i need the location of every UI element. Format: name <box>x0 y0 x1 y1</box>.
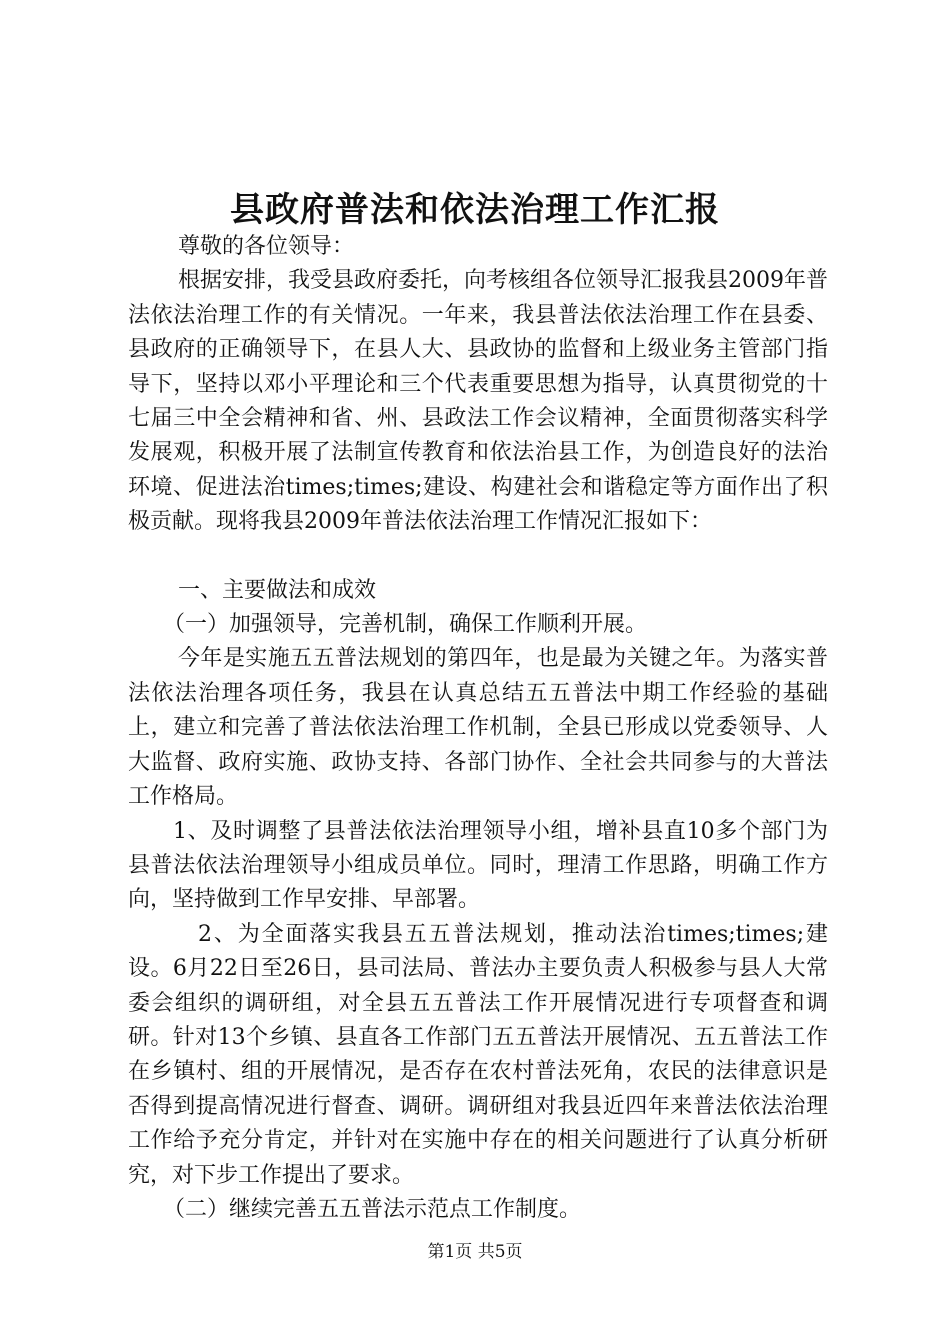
list-item: 2、为全面落实我县五五普法规划，推动法治times;times;建设。6月22日至26日，县司法局、普法办主要负责人积极参与县人大常委会组织的调研组，对全县五五普法工作开展情况进行专项督查和调研。针对13个乡镇、县直各工作部门五五普法开展情况、五五普法工作在乡镇村、组的开展情况，是否存在农村普法死角，农民的法律意识是否得到提高情况进行督查、调研。调研组对我县近四年来普法依法治理工作给予充分肯定，并针对在实施中存在的相关问题进行了认真分析研究，对下步工作提出了要求。 <box>128 921 828 1188</box>
intro-paragraph: 根据安排，我受县政府委托，向考核组各位领导汇报我县2009年普法依法治理工作的有关情况。一年来，我县普法依法治理工作在县委、县政府的正确领导下，在县人大、县政协的监督和上级业务主管部门指导下，坚持以邓小平理论和三个代表重要思想为指导，认真贯彻党的十七届三中全会精神和省、州、县政法工作会议精神，全面贯彻落实科学发展观，积极开展了法制宣传教育和依法治县工作，为创造良好的法治环境、促进法治times;times;建设、构建社会和谐稳定等方面作出了积极贡献。现将我县2009年普法依法治理工作情况汇报如下： <box>128 268 828 535</box>
body-paragraph: 今年是实施五五普法规划的第四年，也是最为关键之年。为落实普法依法治理各项任务，我县在认真总结五五普法中期工作经验的基础上，建立和完善了普法依法治理工作机制，全县已形成以党委领导、人大监督、政府实施、政协支持、各部门协作、全社会共同参与的大普法工作格局。 <box>128 646 828 810</box>
document-body <box>128 230 828 1227</box>
document-title: 县政府普法和依法治理工作汇报 <box>230 190 720 230</box>
paragraph-spacer <box>128 540 828 574</box>
salutation: 尊敬的各位领导： <box>178 234 355 259</box>
list-item: 1、及时调整了县普法依法治理领导小组，增补县直10多个部门为县普法依法治理领导小组成员单位。同时，理清工作思路，明确工作方向，坚持做到工作早安排、早部署。 <box>128 818 828 913</box>
section-heading: 一、主要做法和成效 <box>178 577 377 603</box>
subsection-heading: （一）加强领导，完善机制，确保工作顺利开展。 <box>163 612 648 638</box>
subsection-heading: （二）继续完善五五普法示范点工作制度。 <box>163 1196 582 1222</box>
page-footer: 第1页 共5页 <box>427 1242 523 1262</box>
